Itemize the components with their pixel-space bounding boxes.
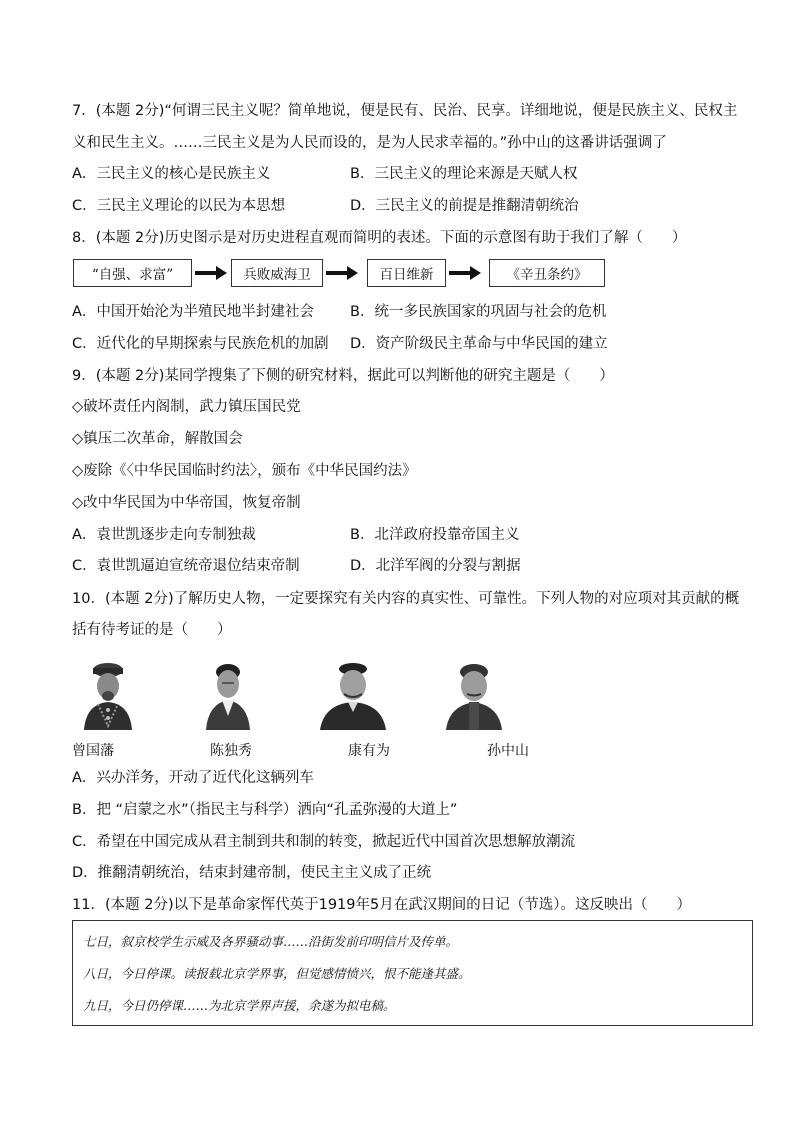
q10-option-b[interactable]: B．把 “启蒙之水”（指民主与科学）洒向“孔孟弥漫的大道上” [72, 802, 458, 818]
q11-stem: 11．(本题 2分)以下是革命家恽代英于1919年5月在武汉期间的日记（节选）。这反映出（ ） [72, 897, 691, 913]
q8-option-a[interactable]: A．中国开始沦为半殖民地半封建社会 [72, 304, 314, 320]
q7-option-a[interactable]: A．三民主义的核心是民族主义 [72, 166, 271, 182]
diary-excerpt-box [72, 920, 753, 1026]
person-name-chen-duxiu: 陈独秀 [210, 743, 252, 759]
q9-option-d[interactable]: D．北洋军阀的分裂与割据 [350, 558, 521, 574]
flow-arrow-icon [195, 266, 227, 280]
portrait-sun-yat-sen [443, 660, 505, 730]
q7-option-b[interactable]: B．三民主义的理论来源是天赋人权 [350, 166, 578, 182]
q9-material-2: ◇镇压二次革命，解散国会 [72, 431, 243, 447]
q10-option-d[interactable]: D．推翻清朝统治，结束封建帝制，使民主主义成了正统 [72, 865, 432, 881]
diary-entry-day8: 八日，今日停课。读报载北京学界事，但觉感情愤兴，恨不能逢其盛。 [83, 966, 471, 981]
flow-box-hundred-days-reform: 百日维新 [367, 259, 446, 287]
portrait-chen-duxiu [200, 660, 256, 730]
person-name-kang-youwei: 康有为 [348, 743, 390, 759]
q10-option-a[interactable]: A．兴办洋务，开动了近代化这辆列车 [72, 770, 314, 786]
q7-option-c[interactable]: C．三民主义理论的以民为本思想 [72, 198, 286, 214]
q9-option-b[interactable]: B．北洋政府投靠帝国主义 [350, 527, 520, 543]
flow-box-boxer-protocol: 《辛丑条约》 [489, 259, 605, 287]
flow-arrow-icon [449, 266, 481, 280]
q8-option-b[interactable]: B．统一多民族国家的巩固与社会的危机 [350, 304, 607, 320]
person-name-sun-yat-sen: 孙中山 [487, 743, 529, 759]
q7-stem-line2: 义和民生主义。……三民主义是为人民而设的，是为人民求幸福的。”孙中山的这番讲话强调了 [72, 135, 667, 151]
q8-stem: 8．(本题 2分)历史图示是对历史进程直观而简明的表述。下面的示意图有助于我们了解（ ） [72, 230, 687, 246]
q9-material-4: ◇改中华民国为中华帝国，恢复帝制 [72, 495, 301, 511]
person-name-zeng-guofan: 曾国藩 [72, 743, 114, 759]
q10-option-c[interactable]: C．希望在中国完成从君主制到共和制的转变，掀起近代中国首次思想解放潮流 [72, 834, 576, 850]
q9-option-a[interactable]: A．袁世凯逐步走向专制独裁 [72, 527, 256, 543]
diary-entry-day7: 七日，叙京校学生示威及各界骚动事……沿街发前印明信片及传单。 [83, 934, 459, 949]
q10-stem-line1: 10．(本题 2分)了解历史人物，一定要探究有关内容的真实性、可靠性。下列人物的对应项对其贡献的概 [72, 591, 740, 607]
q9-stem: 9．(本题 2分)某同学搜集了下侧的研究材料，据此可以判断他的研究主题是（ ） [72, 368, 614, 384]
flow-arrow-icon [326, 266, 358, 280]
q8-option-d[interactable]: D．资产阶级民主革命与中华民国的建立 [350, 336, 608, 352]
q10-stem-line2: 括有待考证的是（ ） [72, 622, 232, 638]
diary-entry-day9: 九日，今日仍停课……为北京学界声援，余遂为拟电稿。 [83, 998, 396, 1013]
portrait-zeng-guofan [80, 660, 136, 730]
flow-box-self-strengthening: “自强、求富” [73, 259, 192, 287]
q9-material-1: ◇破坏责任内阁制，武力镇压国民党 [72, 399, 301, 415]
flow-box-weihaiwei: 兵败威海卫 [231, 259, 323, 287]
q7-stem-line1: 7．(本题 2分)“何谓三民主义呢？简单地说，便是民有、民治、民享。详细地说，便是民族主义、民权主 [72, 103, 738, 119]
q9-material-3: ◇废除《〈中华民国临时约法〉，颁布《中华民国约法》 [72, 463, 417, 479]
q8-option-c[interactable]: C．近代化的早期探索与民族危机的加剧 [72, 336, 329, 352]
q9-option-c[interactable]: C．袁世凯逼迫宣统帝退位结束帝制 [72, 558, 300, 574]
q7-option-d[interactable]: D．三民主义的前提是推翻清朝统治 [350, 198, 579, 214]
portrait-kang-youwei [318, 660, 388, 730]
